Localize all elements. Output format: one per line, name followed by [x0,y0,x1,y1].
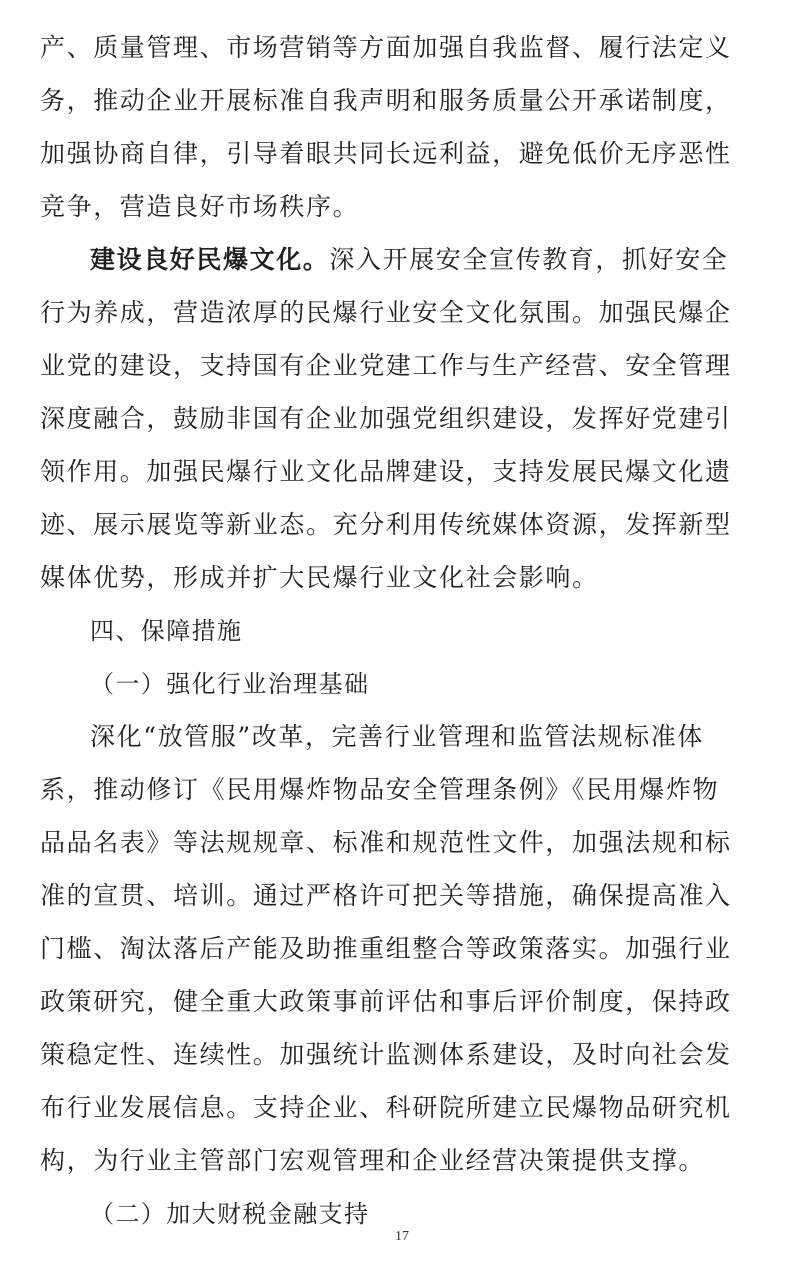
paragraph-line: 准的宣贯、培训。通过严格许可把关等措施，确保提高准入 [40,881,732,910]
paragraph-line: 领作用。加强民爆行业文化品牌建设，支持发展民爆文化遗 [40,457,732,486]
paragraph-line: 布行业发展信息。支持企业、科研院所建立民爆物品研究机 [40,1093,732,1122]
paragraph-line-continuation: 深入开展安全宣传教育，抓好安全 [329,245,729,274]
paragraph-line: 深度融合，鼓励非国有企业加强党组织建设，发挥好党建引 [40,404,732,433]
section-heading: 四、保障措施 [90,617,243,645]
paragraph-line: 策稳定性、连续性。加强统计监测体系建设，及时向社会发 [40,1040,732,1069]
paragraph-line: 品品名表》等法规规章、标准和规范性文件，加强法规和标 [40,828,732,857]
paragraph-line: 政策研究，健全重大政策事前评估和事后评价制度，保持政 [40,987,732,1016]
paragraph-line: 业党的建设，支持国有企业党建工作与生产经营、安全管理 [40,351,732,380]
subsection-heading: （二）加大财税金融支持 [90,1200,370,1228]
paragraph-line: 产、质量管理、市场营销等方面加强自我监督、履行法定义 [40,33,732,62]
subsection-heading: （一）强化行业治理基础 [90,670,370,698]
paragraph-line: 系，推动修订《民用爆炸物品安全管理条例》《民用爆炸物 [40,775,720,804]
paragraph-line: 构，为行业主管部门宏观管理和企业经营决策提供支撑。 [40,1146,706,1175]
paragraph-line: 务，推动企业开展标准自我声明和服务质量公开承诺制度， [40,86,732,115]
culture-paragraph-first-line [90,236,764,284]
paragraph-line: 加强协商自律，引导着眼共同长远利益，避免低价无序恶性 [40,139,732,168]
paragraph-line: 媒体优势，形成并扩大民爆行业文化社会影响。 [40,563,599,592]
paragraph-line: 迹、展示展览等新业态。充分利用传统媒体资源，发挥新型 [40,510,732,539]
paragraph-line: 门槛、淘汰落后产能及助推重组整合等政策落实。加强行业 [40,934,732,963]
bold-lead-text: 建设良好民爆文化。 [90,245,330,274]
paragraph-line: 竞争，营造良好市场秩序。 [40,192,360,221]
page-number: 17 [395,1229,409,1244]
paragraph-line: 深化“放管服”改革，完善行业管理和监管法规标准体 [90,722,704,751]
paragraph-line: 行为养成，营造浓厚的民爆行业安全文化氛围。加强民爆企 [40,298,732,327]
